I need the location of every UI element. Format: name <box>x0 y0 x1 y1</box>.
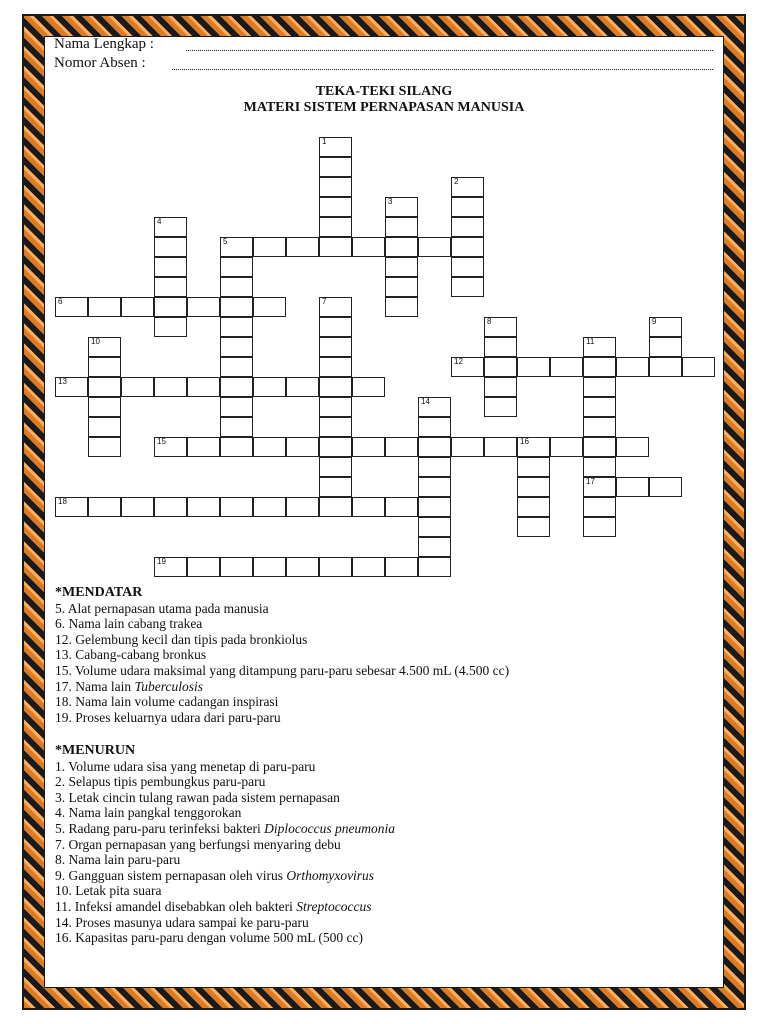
crossword-cell[interactable] <box>220 557 253 577</box>
crossword-cell[interactable] <box>319 157 352 177</box>
crossword-cell[interactable] <box>187 437 220 457</box>
crossword-cell[interactable] <box>319 357 352 377</box>
crossword-cell[interactable] <box>418 557 451 577</box>
crossword-cell[interactable] <box>550 437 583 457</box>
crossword-cell[interactable] <box>319 137 352 157</box>
clue-number: 16 <box>520 437 529 446</box>
crossword-cell[interactable] <box>220 317 253 337</box>
crossword-cell[interactable] <box>616 437 649 457</box>
crossword-cell[interactable] <box>583 477 616 497</box>
crossword-cell[interactable] <box>616 357 649 377</box>
across-clue <box>55 679 509 695</box>
crossword-cell[interactable] <box>154 297 187 317</box>
crossword-cell[interactable] <box>253 377 286 397</box>
crossword-cell[interactable] <box>220 357 253 377</box>
clue-text: 17. Nama lain <box>55 678 135 694</box>
crossword-cell[interactable] <box>616 477 649 497</box>
crossword-cell[interactable] <box>418 437 451 457</box>
crossword-cell[interactable] <box>583 357 616 377</box>
down-clue <box>55 899 395 915</box>
crossword-cell[interactable] <box>418 517 451 537</box>
crossword-cell[interactable] <box>55 497 88 517</box>
crossword-cell[interactable] <box>319 217 352 237</box>
crossword-cell[interactable] <box>649 357 682 377</box>
across-clue <box>55 616 509 632</box>
crossword-cell[interactable] <box>385 557 418 577</box>
clue-text: 14. Proses masunya udara sampai ke paru-paru <box>55 914 309 930</box>
crossword-cell[interactable] <box>451 437 484 457</box>
crossword-cell[interactable] <box>220 497 253 517</box>
crossword-cell[interactable] <box>583 337 616 357</box>
down-clue <box>55 852 395 868</box>
crossword-cell[interactable] <box>418 237 451 257</box>
crossword-cell[interactable] <box>583 377 616 397</box>
crossword-cell[interactable] <box>352 557 385 577</box>
across-heading: *MENDATAR <box>55 585 143 600</box>
crossword-cell[interactable] <box>319 337 352 357</box>
crossword-cell[interactable] <box>517 497 550 517</box>
crossword-cell[interactable] <box>286 557 319 577</box>
crossword-cell[interactable] <box>220 377 253 397</box>
clue-italic-term: Orthomyxovirus <box>286 867 375 883</box>
crossword-cell[interactable] <box>451 257 484 277</box>
crossword-cell[interactable] <box>451 237 484 257</box>
crossword-cell[interactable] <box>649 317 682 337</box>
crossword-cell[interactable] <box>649 337 682 357</box>
clue-number: 7 <box>322 297 327 306</box>
crossword-cell[interactable] <box>88 357 121 377</box>
clue-number: 15 <box>157 437 166 446</box>
clue-number: 8 <box>487 317 492 326</box>
crossword-cell[interactable] <box>385 197 418 217</box>
crossword-cell[interactable] <box>418 417 451 437</box>
crossword-cell[interactable] <box>385 297 418 317</box>
crossword-cell[interactable] <box>583 457 616 477</box>
clue-number: 5 <box>223 237 228 246</box>
crossword-cell[interactable] <box>319 297 352 317</box>
down-clue <box>55 821 395 837</box>
crossword-cell[interactable] <box>286 437 319 457</box>
clue-text: 1. Volume udara sisa yang menetap di paru-paru <box>55 758 316 774</box>
crossword-cell[interactable] <box>418 497 451 517</box>
crossword-cell[interactable] <box>484 317 517 337</box>
clue-number: 14 <box>421 397 430 406</box>
crossword-cell[interactable] <box>385 257 418 277</box>
crossword-cell[interactable] <box>550 357 583 377</box>
crossword-cell[interactable] <box>319 197 352 217</box>
crossword-cell[interactable] <box>154 277 187 297</box>
crossword-cell[interactable] <box>517 517 550 537</box>
crossword-cell[interactable] <box>220 277 253 297</box>
clue-text: 13. Cabang-cabang bronkus <box>55 647 207 663</box>
crossword-cell[interactable] <box>484 337 517 357</box>
page-title: TEKA-TEKI SILANG <box>315 84 453 99</box>
down-clue <box>55 805 395 821</box>
crossword-cell[interactable] <box>286 237 319 257</box>
across-clue <box>55 647 509 663</box>
crossword-cell[interactable] <box>220 437 253 457</box>
clue-number: 18 <box>58 497 67 506</box>
absen-label: Nomor Absen : <box>54 55 146 71</box>
crossword-cell[interactable] <box>319 557 352 577</box>
across-clue <box>55 601 509 617</box>
clue-text: 2. Selapus tipis pembungkus paru-paru <box>55 774 266 790</box>
clue-text: 18. Nama lain volume cadangan inspirasi <box>55 694 279 710</box>
clue-number: 19 <box>157 557 166 566</box>
crossword-cell[interactable] <box>583 397 616 417</box>
crossword-cell[interactable] <box>187 557 220 577</box>
crossword-cell[interactable] <box>88 297 121 317</box>
clue-number: 11 <box>586 337 595 346</box>
across-clue <box>55 710 509 726</box>
crossword-cell[interactable] <box>352 377 385 397</box>
crossword-cell[interactable] <box>154 437 187 457</box>
crossword-cell[interactable] <box>220 417 253 437</box>
down-clue <box>55 915 395 931</box>
clue-text: 15. Volume udara maksimal yang ditampung paru-paru sebesar 4.500 mL (4.500 cc) <box>55 662 510 678</box>
crossword-cell[interactable] <box>352 237 385 257</box>
crossword-cell[interactable] <box>319 177 352 197</box>
down-clue <box>55 837 395 853</box>
crossword-cell[interactable] <box>88 337 121 357</box>
crossword-cell[interactable] <box>88 397 121 417</box>
crossword-cell[interactable] <box>517 437 550 457</box>
crossword-cell[interactable] <box>121 377 154 397</box>
crossword-cell[interactable] <box>88 417 121 437</box>
crossword-cell[interactable] <box>583 517 616 537</box>
crossword-cell[interactable] <box>187 297 220 317</box>
crossword-cell[interactable] <box>682 357 715 377</box>
crossword-cell[interactable] <box>451 277 484 297</box>
crossword-cell[interactable] <box>220 257 253 277</box>
crossword-cell[interactable] <box>253 297 286 317</box>
crossword-cell[interactable] <box>451 217 484 237</box>
down-clue <box>55 774 395 790</box>
down-clue <box>55 759 395 775</box>
crossword-cell[interactable] <box>220 337 253 357</box>
crossword-cell[interactable] <box>253 237 286 257</box>
crossword-cell[interactable] <box>385 437 418 457</box>
clue-text: 9. Gangguan sistem pernapasan oleh virus <box>55 867 287 883</box>
crossword-cell[interactable] <box>385 217 418 237</box>
clue-text: 10. Letak pita suara <box>55 883 162 899</box>
crossword-cell[interactable] <box>352 437 385 457</box>
crossword-cell[interactable] <box>319 377 352 397</box>
crossword-cell[interactable] <box>154 557 187 577</box>
across-clue <box>55 632 509 648</box>
crossword-cell[interactable] <box>352 497 385 517</box>
clue-number: 3 <box>388 197 393 206</box>
clue-text: 7. Organ pernapasan yang berfungsi menyaring debu <box>55 836 341 852</box>
crossword-cell[interactable] <box>451 177 484 197</box>
crossword-cell[interactable] <box>517 357 550 377</box>
across-clues <box>55 585 509 725</box>
crossword-cell[interactable] <box>154 237 187 257</box>
clue-text: 3. Letak cincin tulang rawan pada sistem pernapasan <box>55 789 340 805</box>
crossword-cell[interactable] <box>517 457 550 477</box>
crossword-cell[interactable] <box>319 397 352 417</box>
crossword-cell[interactable] <box>319 457 352 477</box>
clue-text: 6. Nama lain cabang trakea <box>55 616 203 632</box>
crossword-cell[interactable] <box>55 377 88 397</box>
crossword-cell[interactable] <box>517 477 550 497</box>
crossword-cell[interactable] <box>319 417 352 437</box>
crossword-cell[interactable] <box>286 377 319 397</box>
crossword-cell[interactable] <box>220 397 253 417</box>
crossword-cell[interactable] <box>484 377 517 397</box>
clue-number: 13 <box>58 377 67 386</box>
crossword-cell[interactable] <box>121 297 154 317</box>
clue-italic-term: Streptococcus <box>296 898 372 914</box>
crossword-cell[interactable] <box>319 477 352 497</box>
crossword-cell[interactable] <box>649 477 682 497</box>
down-clues <box>55 743 395 946</box>
down-clue <box>55 868 395 884</box>
page-subtitle: MATERI SISTEM PERNAPASAN MANUSIA <box>243 100 525 115</box>
crossword-cell[interactable] <box>220 237 253 257</box>
crossword-cell[interactable] <box>583 437 616 457</box>
across-clue <box>55 694 509 710</box>
down-clue <box>55 790 395 806</box>
down-heading: *MENURUN <box>55 743 136 758</box>
crossword-cell[interactable] <box>418 457 451 477</box>
crossword-cell[interactable] <box>418 397 451 417</box>
crossword-cell[interactable] <box>583 497 616 517</box>
crossword-cell[interactable] <box>583 417 616 437</box>
crossword-cell[interactable] <box>484 397 517 417</box>
crossword-cell[interactable] <box>88 377 121 397</box>
crossword-cell[interactable] <box>484 357 517 377</box>
crossword-cell[interactable] <box>418 477 451 497</box>
crossword-cell[interactable] <box>253 437 286 457</box>
crossword-cell[interactable] <box>319 497 352 517</box>
crossword-cell[interactable] <box>385 237 418 257</box>
clue-text: 4. Nama lain pangkal tenggorokan <box>55 805 242 821</box>
crossword-cell[interactable] <box>154 497 187 517</box>
clue-text: 8. Nama lain paru-paru <box>55 852 181 868</box>
crossword-cell[interactable] <box>220 297 253 317</box>
crossword-cell[interactable] <box>253 497 286 517</box>
clue-text: 16. Kapasitas paru-paru dengan volume 500 mL (500 cc) <box>55 930 364 946</box>
crossword-cell[interactable] <box>319 237 352 257</box>
clue-text: 5. Alat pernapasan utama pada manusia <box>55 600 269 616</box>
clue-italic-term: Tuberculosis <box>134 678 203 694</box>
crossword-cell[interactable] <box>88 497 121 517</box>
crossword-cell[interactable] <box>484 437 517 457</box>
clue-text: 5. Radang paru-paru terinfeksi bakteri <box>55 820 265 836</box>
crossword-cell[interactable] <box>187 377 220 397</box>
crossword-cell[interactable] <box>55 297 88 317</box>
crossword-cell[interactable] <box>385 277 418 297</box>
down-clue <box>55 930 395 946</box>
clue-italic-term: Diplococcus pneumonia <box>264 820 396 836</box>
clue-number: 9 <box>652 317 657 326</box>
crossword-cell[interactable] <box>154 257 187 277</box>
clue-number: 1 <box>322 137 327 146</box>
across-clue <box>55 663 509 679</box>
crossword-cell[interactable] <box>319 317 352 337</box>
clue-text: 11. Infeksi amandel disebabkan oleh bakteri <box>55 898 297 914</box>
clue-number: 17 <box>586 477 595 486</box>
crossword-cell[interactable] <box>121 497 154 517</box>
crossword-cell[interactable] <box>154 377 187 397</box>
crossword-cell[interactable] <box>187 497 220 517</box>
crossword-cell[interactable] <box>88 437 121 457</box>
crossword-cell[interactable] <box>154 217 187 237</box>
crossword-cell[interactable] <box>385 497 418 517</box>
clue-number: 6 <box>58 297 63 306</box>
clue-number: 12 <box>454 357 463 366</box>
crossword-cell[interactable] <box>451 197 484 217</box>
clue-number: 10 <box>91 337 100 346</box>
crossword-cell[interactable] <box>286 497 319 517</box>
crossword-cell[interactable] <box>154 317 187 337</box>
clue-text: 12. Gelembung kecil dan tipis pada bronkiolus <box>55 631 308 647</box>
clue-number: 2 <box>454 177 459 186</box>
name-label: Nama Lengkap : <box>54 36 154 52</box>
clue-text: 19. Proses keluarnya udara dari paru-paru <box>55 709 281 725</box>
crossword-cell[interactable] <box>253 557 286 577</box>
down-clue <box>55 883 395 899</box>
crossword-cell[interactable] <box>319 437 352 457</box>
clue-number: 4 <box>157 217 162 226</box>
crossword-cell[interactable] <box>451 357 484 377</box>
crossword-cell[interactable] <box>418 537 451 557</box>
